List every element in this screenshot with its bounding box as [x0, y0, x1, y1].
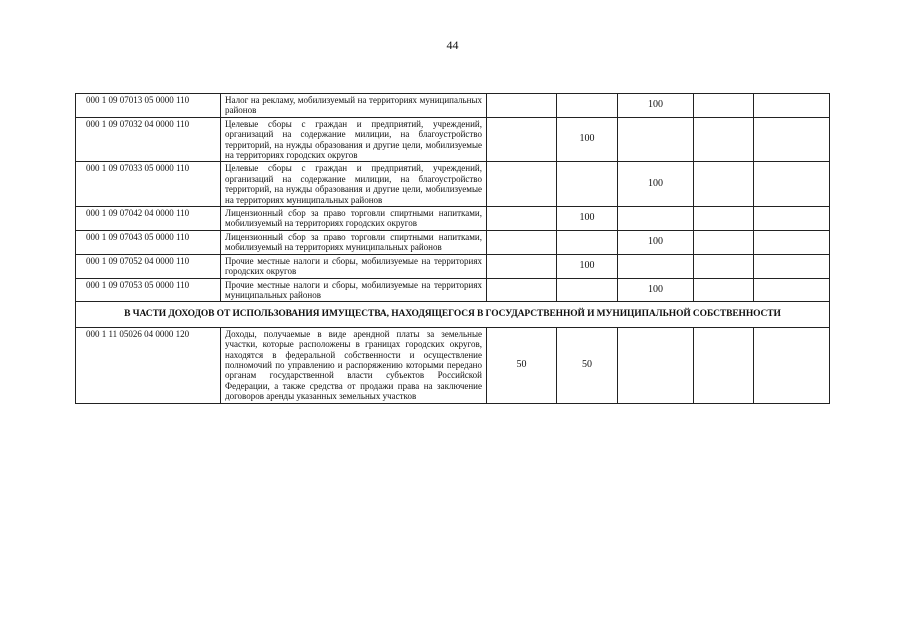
table-row	[76, 207, 830, 231]
value-cell-4	[694, 327, 754, 403]
value-cell-2	[557, 94, 618, 118]
value-cell-3	[618, 327, 694, 403]
value-cell-4	[694, 117, 754, 162]
description-cell: Доходы, получаемые в виде арендной платы за земельные участки, которые расположены в границах городских округов, находятся в федеральной собственности и осуществление полномочий по управлению и распоряжению которыми передано органам государственной власти субъектов Российской Федерации, а также средства от продажи права на заключение договоров аренды указанных земельных участков	[221, 327, 487, 403]
value-cell-2: 50	[557, 327, 618, 403]
code-cell: 000 1 09 07053 05 0000 110	[76, 278, 221, 302]
value-cell-5	[754, 207, 830, 231]
section-heading: В ЧАСТИ ДОХОДОВ ОТ ИСПОЛЬЗОВАНИЯ ИМУЩЕСТВА, НАХОДЯЩЕГОСЯ В ГОСУДАРСТВЕННОЙ И МУНИЦИПАЛЬНОЙ СОБСТВЕННОСТИ	[76, 302, 830, 327]
description-cell: Прочие местные налоги и сборы, мобилизуемые на территориях муниципальных районов	[221, 278, 487, 302]
value-cell-4	[694, 207, 754, 231]
value-cell-5	[754, 278, 830, 302]
table-row	[76, 327, 830, 403]
value-cell-2: 100	[557, 207, 618, 231]
value-cell-5	[754, 94, 830, 118]
value-cell-2	[557, 278, 618, 302]
value-cell-4	[694, 254, 754, 278]
table-body-bottom	[76, 327, 830, 403]
value-cell-1	[487, 117, 557, 162]
value-cell-3: 100	[618, 162, 694, 207]
value-cell-3: 100	[618, 94, 694, 118]
table-row	[76, 230, 830, 254]
code-cell: 000 1 09 07013 05 0000 110	[76, 94, 221, 118]
value-cell-4	[694, 94, 754, 118]
description-cell: Целевые сборы с граждан и предприятий, учреждений, организаций на содержание милиции, на благоустройство территорий, на нужды образования и другие цели, мобилизуемые на территориях городских округов	[221, 117, 487, 162]
value-cell-2: 100	[557, 254, 618, 278]
value-cell-1	[487, 94, 557, 118]
table-row	[76, 162, 830, 207]
table-row	[76, 254, 830, 278]
value-cell-1	[487, 207, 557, 231]
description-cell: Налог на рекламу, мобилизуемый на территориях муниципальных районов	[221, 94, 487, 118]
value-cell-5	[754, 254, 830, 278]
page-number: 44	[446, 38, 459, 52]
value-cell-1	[487, 278, 557, 302]
code-cell: 000 1 09 07052 04 0000 110	[76, 254, 221, 278]
value-cell-3: 100	[618, 230, 694, 254]
table-row	[76, 117, 830, 162]
value-cell-5	[754, 327, 830, 403]
code-cell: 000 1 09 07043 05 0000 110	[76, 230, 221, 254]
description-cell: Лицензионный сбор за право торговли спиртными напитками, мобилизуемый на территориях городских округов	[221, 207, 487, 231]
description-cell: Прочие местные налоги и сборы, мобилизуемые на территориях городских округов	[221, 254, 487, 278]
value-cell-4	[694, 162, 754, 207]
table-section	[76, 302, 830, 327]
table-body-top	[76, 94, 830, 302]
value-cell-2: 100	[557, 117, 618, 162]
value-cell-2	[557, 230, 618, 254]
value-cell-5	[754, 162, 830, 207]
table-row	[76, 278, 830, 302]
description-cell: Лицензионный сбор за право торговли спиртными напитками, мобилизуемый на территориях муниципальных районов	[221, 230, 487, 254]
value-cell-1	[487, 254, 557, 278]
value-cell-3	[618, 254, 694, 278]
value-cell-5	[754, 230, 830, 254]
code-cell: 000 1 09 07033 05 0000 110	[76, 162, 221, 207]
value-cell-3	[618, 207, 694, 231]
value-cell-3: 100	[618, 278, 694, 302]
value-cell-4	[694, 230, 754, 254]
value-cell-4	[694, 278, 754, 302]
code-cell: 000 1 11 05026 04 0000 120	[76, 327, 221, 403]
value-cell-1: 50	[487, 327, 557, 403]
table-row	[76, 94, 830, 118]
revenue-table	[75, 93, 830, 404]
value-cell-2	[557, 162, 618, 207]
value-cell-1	[487, 230, 557, 254]
code-cell: 000 1 09 07032 04 0000 110	[76, 117, 221, 162]
section-row	[76, 302, 830, 327]
value-cell-5	[754, 117, 830, 162]
value-cell-3	[618, 117, 694, 162]
value-cell-1	[487, 162, 557, 207]
description-cell: Целевые сборы с граждан и предприятий, учреждений, организаций на содержание милиции, на благоустройство территорий, на нужды образования и другие цели, мобилизуемые на территориях муниципальных районов	[221, 162, 487, 207]
code-cell: 000 1 09 07042 04 0000 110	[76, 207, 221, 231]
